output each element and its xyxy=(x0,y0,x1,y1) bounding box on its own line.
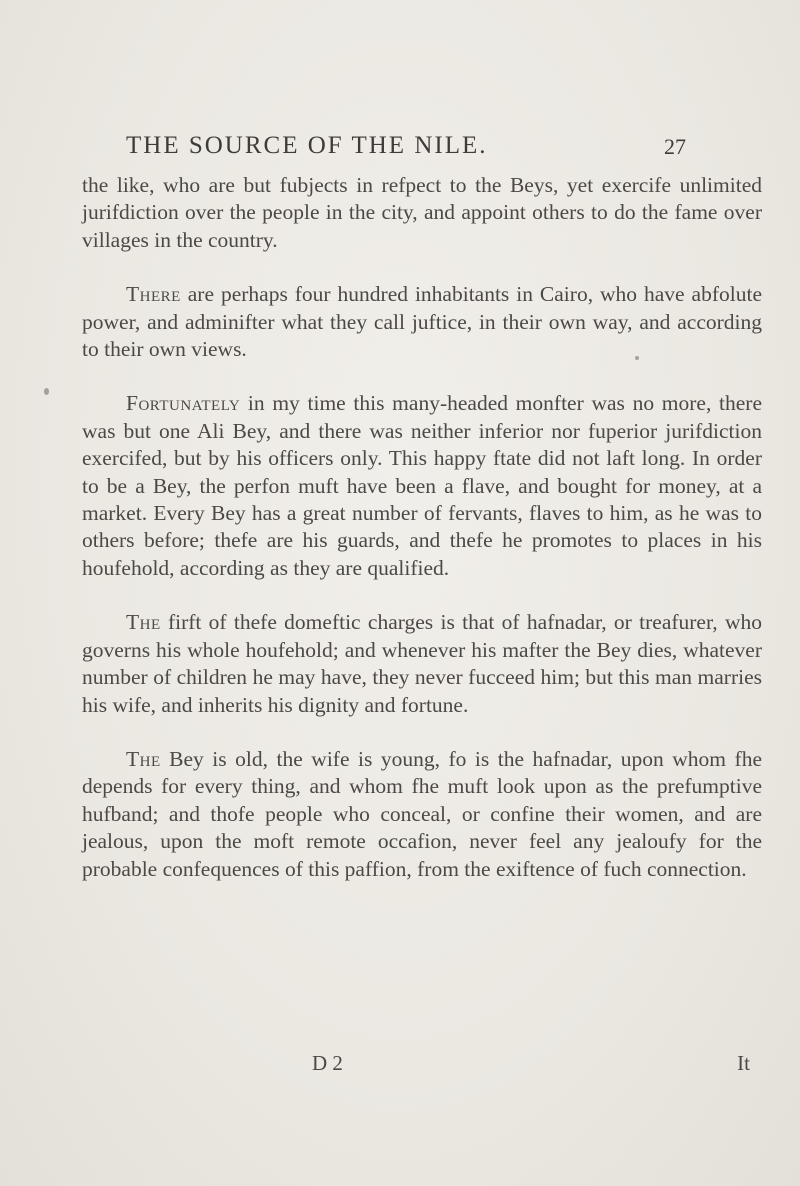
paragraph-5 xyxy=(82,746,762,883)
paragraph-4-text: firft of thefe domeftic charges is that of hafnadar, or treafurer, who governs his whole houfehold; and whenever his mafter the Bey dies, whatever number of children he may have, they never fucceed him; but this man marries his wife, and inherits his dignity and fortune. xyxy=(82,610,762,717)
paragraph-3-text: in my time this many-headed monfter was no more, there was but one Ali Bey, and there was neither inferior nor fuperior jurifdiction exercifed, but by his officers only. This happy ftate did not laft long. In order to be a Bey, the perfon muft have been a flave, and bought for money, at a market. Every Bey has a great number of fervants, flaves to him, as he was to others before; thefe are his guards, and thefe he promotes to places in his houfehold, according as they are qualified. xyxy=(82,391,762,580)
catchword: It xyxy=(737,1051,750,1075)
running-title: THE SOURCE OF THE NILE. xyxy=(126,132,488,159)
signature-mark: D 2 xyxy=(312,1051,343,1075)
paragraph-1-text: the like, who are but fubjects in refpect to the Beys, yet exercife unlimited jurifdiction over the people in the city, and appoint others to do the fame over villages in the country. xyxy=(82,173,762,252)
body-text xyxy=(82,172,762,883)
ink-spot xyxy=(635,356,639,360)
paragraph-3-lead: Fortunately xyxy=(126,391,241,416)
ink-spot xyxy=(44,388,49,395)
paragraph-2 xyxy=(82,281,762,363)
paragraph-1 xyxy=(82,172,762,254)
paragraph-4-lead: The xyxy=(126,610,161,635)
page-number: 27 xyxy=(664,134,686,159)
paragraph-5-lead: The xyxy=(126,746,161,771)
paragraph-2-lead: There xyxy=(126,282,181,307)
page-header xyxy=(126,132,686,172)
paragraph-4 xyxy=(82,609,762,719)
paragraph-2-text: are perhaps four hundred inhabitants in Cairo, who have abfolute power, and adminifter what they call juftice, in their own way, and according to their own views. xyxy=(82,282,762,362)
page-footer xyxy=(82,1051,762,1081)
paragraph-3 xyxy=(82,390,762,582)
paragraph-5-text: Bey is old, the wife is young, fo is the hafnadar, upon whom fhe depends for every thing, and whom fhe muft look upon as the prefumptive hufband; and thofe people who conceal, or confine their women, and are jealous, upon the moft remote occafion, never feel any jealoufy for the probable confequences of this paffion, from the exiftence of fuch connection. xyxy=(82,746,762,881)
